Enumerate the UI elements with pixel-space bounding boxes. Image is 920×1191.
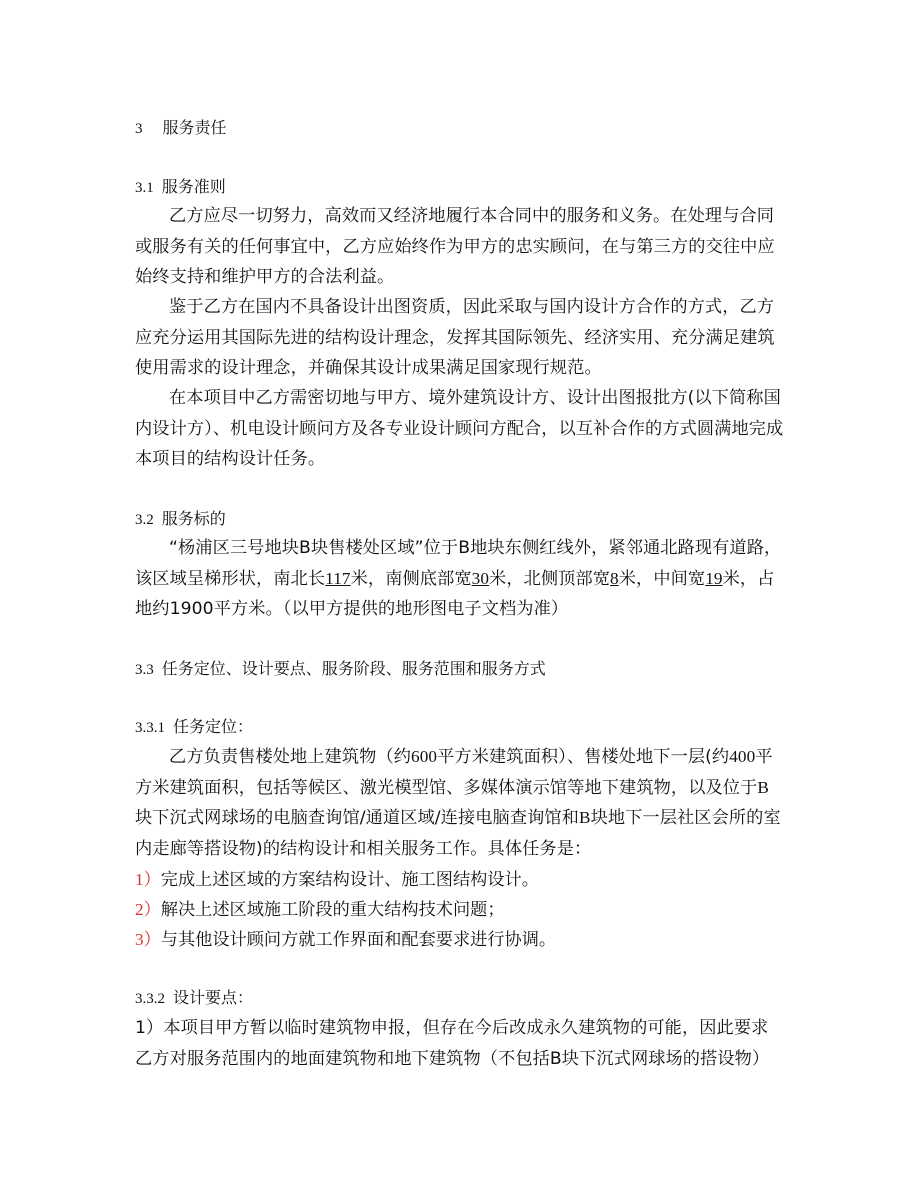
number-run: 600 (411, 747, 438, 766)
section-3-1-heading (135, 176, 226, 199)
list-number: 1） (135, 870, 161, 889)
text-run: 米，南侧底部宽 (350, 568, 472, 589)
section-3-3-1-heading (135, 716, 253, 739)
underlined-value: 8 (610, 568, 619, 588)
list-text: 完成上述区域的方案结构设计、施工图结构设计。 (160, 870, 539, 890)
section-3-3-2-heading (135, 987, 253, 1010)
list-text: 解决上述区域施工阶段的重大结构技术问题； (160, 900, 505, 920)
section-title: 服务责任 (162, 118, 227, 137)
section-title: 服务准则 (161, 177, 226, 196)
text-run: 米，北侧顶部宽 (489, 568, 611, 589)
paragraph: 在本项目中乙方需密切地与甲方、境外建筑设计方、设计出图报批方(以下简称国内设计方）、机电设计顾问方及各专业设计顾问方配合，以互补合作的方式圆满地完成本项目的结构设计任务。 (135, 388, 784, 469)
section-title: 设计要点： (173, 988, 254, 1007)
paragraph: 鉴于乙方在国内不具备设计出图资质，因此采取与国内设计方合作的方式，乙方应充分运用其国际先进的结构设计理念，发挥其国际领先、经济实用、充分满足建筑使用需求的设计理念，并确保其设计成果满足国家现行规范。 (135, 297, 775, 378)
underlined-value: 117 (325, 568, 351, 588)
list-number: 3） (135, 930, 161, 949)
section-number: 3.3 (135, 662, 154, 678)
section-number: 3.3.2 (135, 991, 165, 1007)
underlined-value: 19 (705, 568, 723, 588)
section-number: 3 (135, 121, 143, 137)
text-run: 乙方负责售楼处地上建筑物（约 (169, 747, 412, 767)
letter-run: B (578, 808, 591, 827)
section-3-2-heading (135, 508, 226, 531)
text-run: 米，占地约1900平方米。（以甲方提供的地形图电子文档为准） (135, 568, 775, 619)
list-item (135, 865, 539, 895)
section-3-3-heading (135, 658, 546, 681)
text-run: 米，中间宽 (618, 568, 706, 589)
text-run: 块下沉式网球场的电脑查询馆/通道区域/连接电脑查询馆和 (135, 808, 579, 828)
list-text: 与其他设计顾问方就工作界面和配套要求进行协调。 (160, 930, 557, 950)
text-run: 平方米建筑面积，包括等候区、激光模型馆、多媒体演示馆等地下建筑物，以及位于 (135, 747, 773, 798)
section-number: 3.1 (135, 180, 154, 196)
text-run: 平方米建筑面积）、售楼处地下一层(约 (437, 747, 730, 767)
list-number: 2） (135, 900, 161, 919)
paragraph (135, 533, 785, 625)
section-title: 服务标的 (161, 509, 226, 528)
text-run: 块地下一层社区会所的室内走廊等搭设物)的结构设计和相关服务工作。具体任务是： (135, 808, 781, 859)
section-title: 任务定位、设计要点、服务阶段、服务范围和服务方式 (161, 659, 546, 678)
section-number: 3.3.1 (135, 720, 165, 736)
list-item (135, 925, 556, 955)
underlined-value: 30 (471, 568, 490, 588)
paragraph: 乙方应尽一切努力，高效而又经济地履行本合同中的服务和义务。在处理与合同或服务有关的任何事宜中，乙方应始终作为甲方的忠实顾问，在与第三方的交往中应始终支持和维护甲方的合法利益。 (135, 206, 775, 287)
number-run: 400 (729, 747, 756, 766)
text-run: “杨浦区三号地块B块售楼处区域”位于B地块东侧红线外，紧邻通北路现有道路，该区域呈梯形状，南北长 (135, 538, 782, 589)
letter-run: B (757, 777, 769, 797)
paragraph (135, 742, 785, 864)
section-number: 3.2 (135, 512, 154, 528)
section-3-heading (135, 117, 227, 140)
list-item (135, 895, 505, 925)
paragraph: 1）本项目甲方暂以临时建筑物申报，但存在今后改成永久建筑物的可能，因此要求乙方对服务范围内的地面建筑物和地下建筑物（不包括B块下沉式网球场的搭设物） (135, 1018, 770, 1069)
section-title: 任务定位： (173, 717, 254, 736)
